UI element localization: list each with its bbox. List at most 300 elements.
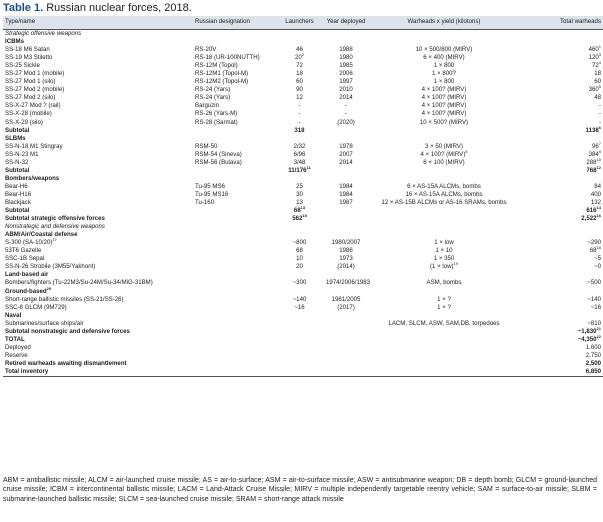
cell-text: SS-27 Mod 1 (silo) xyxy=(5,78,56,86)
cell-year xyxy=(324,215,368,223)
cell-launchers xyxy=(275,94,324,102)
header-row xyxy=(3,16,603,30)
cell-warheads-yield xyxy=(368,148,520,159)
cell-launchers xyxy=(275,239,324,247)
cell-text: 48 xyxy=(594,94,601,102)
cell-warheads-yield xyxy=(368,344,520,352)
cell-year xyxy=(324,279,371,287)
table-title-text: Russian nuclear forces, 2018. xyxy=(43,2,192,14)
cell-designation xyxy=(193,279,275,287)
cell-text: 400 xyxy=(590,190,601,198)
cell-text: 120 xyxy=(588,54,599,62)
cell-text: Subtotal strategic offensive forces xyxy=(5,215,105,223)
cell-warheads-yield xyxy=(368,38,520,46)
cell-type xyxy=(3,143,193,151)
cell-year xyxy=(324,175,368,183)
table-row xyxy=(3,102,603,110)
cell-designation xyxy=(193,86,275,94)
table-row xyxy=(3,239,603,247)
cell-type xyxy=(3,94,193,102)
header-warheads-yield: Warheads x yield (kilotons) xyxy=(368,16,520,30)
cell-text: RS-18 (UR-100NUTTH) xyxy=(195,54,260,62)
cell-text: (2014) xyxy=(337,263,355,271)
cell-text: SS-N-23 M1 xyxy=(5,150,39,158)
cell-text: Subtotal xyxy=(5,126,30,134)
cell-year xyxy=(324,183,368,191)
cell-type xyxy=(3,239,193,247)
cell-year xyxy=(324,223,368,231)
cell-text: 2007 xyxy=(339,150,353,158)
cell-type xyxy=(3,360,193,368)
cell-text: SSC-8 GLCM (9M729) xyxy=(5,303,67,311)
cell-warheads-yield xyxy=(368,328,520,336)
footnote-marker: 21 xyxy=(596,325,601,331)
cell-designation xyxy=(193,255,275,263)
cell-text: 1,600 xyxy=(585,343,601,351)
cell-type xyxy=(3,86,193,94)
cell-warheads-yield xyxy=(368,94,520,102)
cell-text: 72 xyxy=(591,62,599,70)
cell-type xyxy=(3,151,193,159)
cell-text: 12 xyxy=(296,94,303,102)
cell-text: ~16 xyxy=(294,303,305,311)
cell-text: SS-N-26 Strobile (3M55/Yakhont) xyxy=(5,263,96,271)
table-row xyxy=(3,304,603,312)
cell-warheads-yield xyxy=(368,199,520,207)
cell-total xyxy=(520,288,603,296)
cell-launchers xyxy=(275,191,324,199)
table-row xyxy=(3,70,603,78)
cell-text: 4 × 100? (MIRV) xyxy=(420,150,466,158)
footnote-marker: 12 xyxy=(596,164,601,170)
cell-text: - xyxy=(344,110,348,118)
cell-designation xyxy=(193,46,275,54)
cell-launchers xyxy=(275,102,324,110)
footnote-marker: 17 xyxy=(52,237,57,243)
cell-designation xyxy=(193,110,275,118)
cell-text: 4 × 100? (MIRV) xyxy=(421,110,467,118)
cell-text: Blackjack xyxy=(5,198,31,206)
cell-designation xyxy=(193,54,275,62)
cell-text: 13 xyxy=(296,198,303,206)
cell-launchers xyxy=(275,263,324,271)
cell-designation xyxy=(193,352,275,360)
cell-text: ~5 xyxy=(594,255,601,263)
cell-warheads-yield xyxy=(368,54,520,62)
cell-year xyxy=(324,231,368,239)
cell-text: ~300 xyxy=(292,279,307,287)
cell-text: - xyxy=(598,110,601,118)
cell-launchers xyxy=(275,183,324,191)
cell-type xyxy=(3,336,193,344)
cell-warheads-yield xyxy=(368,320,520,328)
cell-text: ~810 xyxy=(587,319,601,327)
cell-text: ~140 xyxy=(292,295,307,303)
cell-warheads-yield xyxy=(368,127,520,135)
cell-text: 11/176 xyxy=(288,166,307,174)
table-row xyxy=(3,54,603,62)
cell-text: 1981/2005 xyxy=(331,295,361,303)
cell-text: SSC-1B Sepal xyxy=(5,255,45,263)
cell-type xyxy=(3,344,193,352)
cell-text: ~4,350 xyxy=(577,335,597,343)
cell-launchers xyxy=(275,304,324,312)
cell-type xyxy=(3,320,193,328)
cell-text: ~0 xyxy=(594,263,601,271)
cell-text: 2,522 xyxy=(581,215,597,223)
cell-text: Bear-H6 xyxy=(5,182,28,190)
cell-type xyxy=(3,30,193,39)
cell-year xyxy=(324,247,368,255)
cell-text: 384 xyxy=(588,150,599,158)
table-row xyxy=(3,263,603,271)
cell-type xyxy=(3,191,193,199)
cell-text: 4 × 100? (MIRV) xyxy=(421,86,467,94)
cell-text: 4 × 100? (MIRV) xyxy=(421,102,467,110)
cell-launchers xyxy=(275,38,324,46)
footnote-marker: 13 xyxy=(300,205,306,210)
cell-type xyxy=(3,247,193,255)
cell-text: SS-18 M6 Satan xyxy=(5,46,50,54)
cell-text: 90 xyxy=(296,86,303,94)
cell-total xyxy=(520,263,603,271)
table-row xyxy=(3,110,603,118)
cell-total xyxy=(520,247,603,255)
header-launchers: Launchers xyxy=(275,16,324,30)
cell-text: 1974/2006/1983 xyxy=(326,279,371,287)
cell-type xyxy=(3,279,193,287)
cell-text: 6 × AS-15A ALCMs, bombs xyxy=(407,182,481,190)
cell-launchers xyxy=(275,312,324,320)
cell-text: 1 × 800 xyxy=(433,78,455,86)
cell-total xyxy=(520,156,603,167)
cell-designation xyxy=(193,167,275,175)
footnote-marker: 2 xyxy=(301,52,304,58)
cell-text: 10 × 500? (MIRV) xyxy=(419,118,469,126)
cell-text: 10 × 500/800 (MIRV) xyxy=(415,46,473,54)
cell-text: SS-25 Sickle xyxy=(5,62,40,70)
table-row xyxy=(3,223,603,231)
cell-text: 318 xyxy=(294,126,305,134)
cell-text: 768 xyxy=(586,166,597,174)
cell-designation xyxy=(193,288,275,296)
cell-total xyxy=(520,102,603,110)
cell-total xyxy=(520,215,603,223)
cell-warheads-yield xyxy=(368,288,520,296)
footnote-marker: 8 xyxy=(465,148,468,154)
cell-text: SS-X-29 (silo) xyxy=(5,118,43,126)
cell-text: 132 xyxy=(590,198,601,206)
cell-text: 96 xyxy=(591,142,599,150)
cell-launchers xyxy=(275,110,324,118)
table-row xyxy=(3,135,603,143)
cell-year xyxy=(324,151,368,159)
cell-total xyxy=(520,62,603,70)
cell-text: 10 xyxy=(296,255,303,263)
cell-warheads-yield xyxy=(368,368,520,377)
cell-text: 1138 xyxy=(585,126,599,134)
cell-year xyxy=(324,360,368,368)
table-row xyxy=(3,336,603,344)
cell-warheads-yield xyxy=(368,207,520,215)
cell-text: (1 × low) xyxy=(430,263,454,271)
cell-type xyxy=(3,110,193,118)
cell-total xyxy=(520,312,603,320)
table-row xyxy=(3,175,603,183)
cell-text: Retired warheads awaiting dismantlement xyxy=(5,359,127,367)
table-row xyxy=(3,191,603,199)
cell-text: RSM-54 (Sineva) xyxy=(195,150,242,158)
cell-designation xyxy=(193,247,275,255)
cell-designation xyxy=(193,207,275,215)
cell-launchers xyxy=(275,70,324,78)
table-row xyxy=(3,360,603,368)
cell-text: 1 × 800? xyxy=(432,70,456,78)
cell-designation xyxy=(193,175,275,183)
cell-text: RS-20V xyxy=(195,46,217,54)
cell-text: Nonstrategic and defensive weapons xyxy=(5,223,105,231)
cell-total xyxy=(520,94,603,102)
cell-designation xyxy=(193,143,275,151)
cell-type xyxy=(3,46,193,54)
table-row xyxy=(3,38,603,46)
cell-warheads-yield xyxy=(368,312,520,320)
cell-text: 84 xyxy=(594,182,601,190)
cell-text: Subtotal nonstrategic and defensive forces xyxy=(5,327,130,335)
cell-type xyxy=(3,231,193,239)
cell-text: 1 × ? xyxy=(437,295,451,303)
table-row xyxy=(3,344,603,352)
table-row xyxy=(3,231,603,239)
cell-text: ASM, bombs xyxy=(426,279,462,287)
cell-type xyxy=(3,54,193,62)
cell-text: 2/32 xyxy=(293,142,306,150)
cell-text: 53T6 Gazelle xyxy=(5,247,42,255)
footnote-marker: 20 xyxy=(46,285,52,291)
cell-year xyxy=(324,288,368,296)
cell-launchers xyxy=(275,223,324,231)
cell-launchers xyxy=(275,231,324,239)
cell-total xyxy=(520,119,603,127)
table-row xyxy=(3,296,603,304)
cell-launchers xyxy=(275,143,324,151)
cell-text: Land-based air xyxy=(5,271,49,279)
cell-text: 4 × 100? (MIRV) xyxy=(421,94,467,102)
cell-type xyxy=(3,38,193,46)
table-row xyxy=(3,328,603,336)
cell-text: 68 xyxy=(293,207,301,215)
cell-text: 360 xyxy=(588,86,599,94)
cell-type xyxy=(3,304,193,312)
cell-warheads-yield xyxy=(368,304,520,312)
cell-total xyxy=(520,271,603,279)
cell-warheads-yield xyxy=(368,336,520,344)
cell-total xyxy=(520,231,603,239)
table-row xyxy=(3,247,603,255)
cell-total xyxy=(520,360,603,368)
table-row xyxy=(3,62,603,70)
footnote-marker: 18 xyxy=(596,245,601,251)
cell-text: 1988 xyxy=(339,46,353,54)
cell-designation xyxy=(193,62,275,70)
table-row xyxy=(3,352,603,360)
cell-type xyxy=(3,296,193,304)
cell-total xyxy=(520,223,603,231)
cell-designation xyxy=(193,78,275,86)
cell-total xyxy=(520,199,603,207)
cell-type xyxy=(3,183,193,191)
footnote-marker: 10 xyxy=(596,156,601,162)
cell-total xyxy=(520,207,603,215)
cell-launchers xyxy=(275,30,324,39)
cell-launchers xyxy=(275,360,324,368)
cell-text: SS-27 Mod 2 (silo) xyxy=(5,94,56,102)
table-row xyxy=(3,143,603,151)
cell-text: (2017) xyxy=(337,303,355,311)
footnote-marker: 22 xyxy=(596,333,601,339)
cell-text: SS-N-32 xyxy=(5,158,29,166)
cell-year xyxy=(324,102,368,110)
footnote-marker: 14 xyxy=(596,205,601,210)
cell-year xyxy=(324,94,368,102)
table-row xyxy=(3,320,603,328)
cell-year xyxy=(324,207,368,215)
cell-designation xyxy=(193,368,275,377)
cell-year xyxy=(324,352,368,360)
cell-text: SS-27 Mod 1 (mobile) xyxy=(5,70,65,78)
cell-total xyxy=(520,30,603,39)
cell-designation xyxy=(193,183,275,191)
cell-launchers xyxy=(275,352,324,360)
cell-text: 68 xyxy=(296,247,303,255)
cell-year xyxy=(324,38,368,46)
header-type: Type/name xyxy=(3,16,193,30)
cell-designation xyxy=(193,223,275,231)
cell-type xyxy=(3,159,193,167)
cell-launchers xyxy=(275,199,324,207)
cell-total xyxy=(520,135,603,143)
table-label: Table 1. xyxy=(3,2,44,14)
cell-text: SS-27 Mod 2 (mobile) xyxy=(5,86,65,94)
cell-warheads-yield xyxy=(368,183,520,191)
cell-launchers xyxy=(275,288,324,296)
cell-text: - xyxy=(298,102,301,110)
cell-total xyxy=(520,70,603,78)
cell-warheads-yield xyxy=(368,175,520,183)
cell-text: 2,750 xyxy=(585,351,601,359)
cell-total xyxy=(520,164,603,175)
cell-year xyxy=(324,110,368,118)
cell-launchers xyxy=(275,175,324,183)
cell-text: 1 × 800 xyxy=(433,62,455,70)
cell-text: 3 × 50 (MIRV) xyxy=(425,142,463,150)
cell-text: Reserve xyxy=(5,351,28,359)
cell-launchers xyxy=(275,271,324,279)
cell-type xyxy=(3,368,193,377)
cell-warheads-yield xyxy=(368,167,520,175)
cell-designation xyxy=(193,263,275,271)
cell-warheads-yield xyxy=(368,215,520,223)
table-row xyxy=(3,78,603,86)
cell-total xyxy=(520,352,603,360)
cell-warheads-yield xyxy=(368,86,520,94)
cell-text: - xyxy=(344,102,348,110)
cell-warheads-yield xyxy=(368,62,520,70)
cell-designation xyxy=(193,70,275,78)
cell-type xyxy=(3,175,193,183)
cell-year xyxy=(324,54,368,62)
cell-total xyxy=(520,304,603,312)
cell-designation xyxy=(193,151,275,159)
cell-year xyxy=(324,159,368,167)
cell-text: 46 xyxy=(296,46,303,54)
cell-warheads-yield xyxy=(368,159,520,167)
cell-year xyxy=(324,304,368,312)
cell-year xyxy=(324,336,368,344)
cell-year xyxy=(324,70,368,78)
cell-text: 60 xyxy=(296,78,303,86)
cell-warheads-yield xyxy=(368,30,520,39)
cell-type xyxy=(3,78,193,86)
cell-designation xyxy=(193,296,275,304)
cell-type xyxy=(3,215,193,223)
cell-text: Total inventory xyxy=(5,367,49,375)
cell-warheads-yield xyxy=(368,247,520,255)
cell-text: RSM-50 xyxy=(195,142,218,150)
cell-text: 1997 xyxy=(339,78,353,86)
table-row xyxy=(3,167,603,175)
cell-launchers xyxy=(275,78,324,86)
cell-text: Submarines/surface ships/air xyxy=(5,319,84,327)
cell-launchers xyxy=(275,328,324,336)
cell-launchers xyxy=(275,320,324,328)
cell-warheads-yield xyxy=(368,78,520,86)
cell-type xyxy=(3,207,193,215)
cell-text: ~1,830 xyxy=(577,327,597,335)
cell-year xyxy=(324,312,368,320)
cell-text: S-300 (SA-10/20) xyxy=(5,239,53,247)
cell-type xyxy=(3,223,193,231)
cell-total xyxy=(520,140,603,151)
cell-text: ~500 xyxy=(587,279,601,287)
cell-text: SS-19 M3 Stiletto xyxy=(5,54,53,62)
cell-text: 1 × 350 xyxy=(433,255,455,263)
cell-text: 68 xyxy=(589,247,597,255)
cell-text: 60 xyxy=(594,78,601,86)
cell-text: 1984 xyxy=(339,182,353,190)
cell-text: ~16 xyxy=(590,303,601,311)
cell-total xyxy=(520,38,603,46)
cell-year xyxy=(324,135,368,143)
cell-year xyxy=(324,78,368,86)
abbreviation-notes: ABM = antiballistic missile; ALCM = air-launched cruise missile; AS = air-to-surface; ASM = air-to-surface missile; ASW = antisubmarine weapon; DB = depth bomb; GLCM = ground-launched cruise missile; ICBM = intercontinental ballistic missile; LACM = Land-Attack Cruise Missile; MIRV = multiple independently targetable reentry vehicle; SAM = surface-to-air missile; SLBM = submarine-launched ballistic missile; SLCM = sea-launched cruise missile; SRAM = short-range attack missile xyxy=(3,477,597,503)
table-row xyxy=(3,151,603,159)
cell-text: ~800 xyxy=(292,239,307,247)
cell-warheads-yield xyxy=(368,360,520,368)
cell-text: 1980 xyxy=(339,54,353,62)
table-row xyxy=(3,30,603,39)
cell-launchers xyxy=(275,119,324,127)
cell-text: ~140 xyxy=(587,295,601,303)
cell-text: RS-24 (Yars) xyxy=(195,94,231,102)
cell-text: 2006 xyxy=(339,70,353,78)
cell-text: 6/96 xyxy=(293,150,306,158)
cell-total xyxy=(520,46,603,54)
cell-designation xyxy=(193,38,275,46)
footnote-marker: 5 xyxy=(598,84,601,90)
header-total: Total warheads xyxy=(520,16,603,30)
footnote-marker: 1 xyxy=(598,44,601,50)
